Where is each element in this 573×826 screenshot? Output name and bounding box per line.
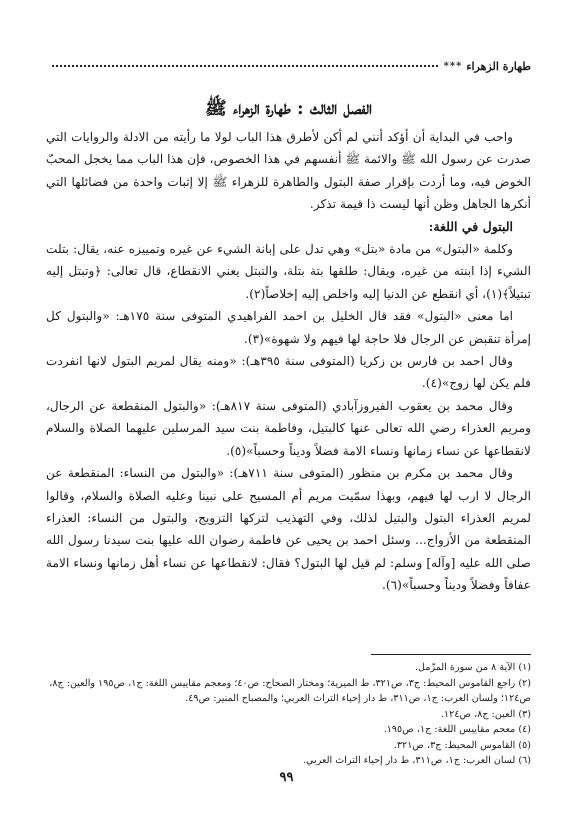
footnote-1: (١) الآية ٨ من سورة المزّمل. xyxy=(415,662,531,673)
paragraph-intro: واحب في البداية أن أؤكد أنني لم أكن لأطرق هذا الباب لولا ما رأيته من الادلة والروايات التي صدرت عن رسول الله ﷺ والائمة ﷺ أنفسهم في هذا الخصوص، فإن هذا الباب مما يخجل المحبّ الخوض فيه، وما أردت بإقرار صفة البتول والطاهرة للزهراء ﷺ إلا إثبات واحدة من فضائلها التي أنكرها الجاهل وظن أنها ليست ذا قيمة تذكر. xyxy=(46,130,531,212)
paragraph-khalil: اما معنى «البتول» فقد قال الخليل بن احمد الفراهيدي المتوفى سنة ١٧٥هـ: «والبتول كل إمرأة تنقبض عن الرجال فلا حاجة لها فيهم ولا شهوة»(٣). xyxy=(46,309,531,346)
main-text xyxy=(46,126,531,597)
chapter-title: الفصل الثالث : طهارة الزهراء ﷺ xyxy=(205,98,372,119)
paragraph-firuzabadi: وقال محمد بن يعقوب الفيروزآبادي (المتوفى سنة ٨١٧هـ): «والبتول المنقطعة عن الرجال، ومريم العذراء رضي الله تعالى عنها كالبتيل، وفاطمة بنت سيد المرسلين عليهما الصلاة والسلام لانقطاعها عن نساء زمانها ونساء الامة فضلاً وديناً وحسباً»(٥). xyxy=(46,398,531,458)
footnote-5: (٥) القاموس المحيط: ج٣، ص٣٢١. xyxy=(393,739,531,751)
section-heading: البتول في اللغة: xyxy=(428,218,513,234)
page-number: ٩٩ xyxy=(279,770,294,785)
header-dotted-rule xyxy=(52,65,438,67)
paragraph-ibn-manzur: وقال محمد بن مكرم بن منظور (المتوفى سنة ٧١١هـ): «والبتول من النساء: المنقطعة عن الرجال لا ارب لها فيهم، وبهذا سمّيت مريم أم المسيح على نبينا وعليه الصلاة والسلام، وقالوا لمريم العذراء البتول والبتيل لذلك، وفي التهذيب لتركها التزويج، والبتول من النساء: العذراء المنقطعة من الأزواج... وسئل احمد بن يحيى عن فاطمة رضوان الله عليها بنت سيدنا رسول الله صلى الله عليه [وآله] وسلم: لم قيل لها البتول؟ فقال: لانقطاعها عن نساء أهل زمانها ونساء الامة عفافاً وفضلاً وديناً وحسباً»(٦). xyxy=(46,466,531,593)
footnote-2: (٢) راجع القاموس المحيط: ج٣، ص٣٢١، ط الميرية؛ ومختار الصحاح: ص٤٠؛ ومعجم مقاييس اللغة: ج١، ص١٩٥ والعين: ج٨، ص١٢٤؛ ولسان العرب: ج١، ص٣١١، ط دار إحياء التراث العربي؛ والمصباح المنير: ص٤٩. xyxy=(49,677,531,704)
paragraph-etymology: وكلمة «البتول» من مادة «بتل» وهي تدل على إبانة الشيء عن غيره وتمييزه عنه، يقال: بتلت الشيء إذا ابنته من غيره، ويقال: طلقها بتة بتلة، والتبتل يعني الانقطاع، قال تعالى: ﴿وتبتل إليه تبتيلاً﴾(١)، أي انقطع عن الدنيا إليه واخلص إليه إخلاصاً(٢). xyxy=(46,242,531,301)
running-header xyxy=(46,56,531,76)
footnote-3: (٣) العين: ج٨، ص١٢٤. xyxy=(440,708,531,720)
header-ornament: *** xyxy=(443,60,463,72)
running-title: طهارة الزهراء xyxy=(466,59,531,73)
footnote-4: (٤) معجم مقاييس اللغة: ج١، ص١٩٥. xyxy=(383,724,531,735)
footnotes xyxy=(46,660,531,769)
footnote-6: (٦) لسان العرب: ج١، ص٣١١، ط دار إحياء التراث العربي. xyxy=(302,755,531,766)
paragraph-ibn-faris: وقال احمد بن فارس بن زكريا (المتوفى سنة ٣٩٥هـ): «ومنه يقال لمريم البتول لانها انفردت فلم يكن لها زوج»(٤). xyxy=(46,354,531,391)
footnote-separator xyxy=(371,654,531,655)
